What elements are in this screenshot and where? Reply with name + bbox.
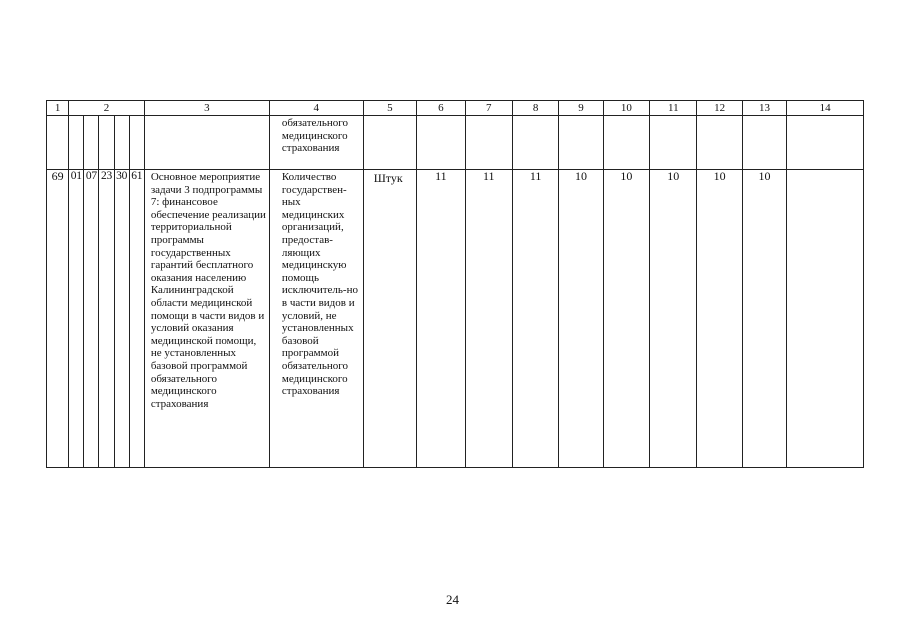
cell-empty <box>69 116 84 170</box>
cell-empty <box>47 116 69 170</box>
unit-cell <box>363 170 416 468</box>
cell-empty <box>144 116 269 170</box>
description-text: Основное мероприятие задачи 3 подпрограммы 7: финансовое обеспечение реализации территориальной программы государственных гарантий бесплатного оказания населению Калининградской области медицинской помощи в части видов и условий оказания медицинской помощи, не установленных базовой программой обязательного медицинского страхования <box>150 171 266 410</box>
unit-text: Штук <box>373 171 403 185</box>
description-cell <box>144 170 269 468</box>
row-number: 69 <box>47 170 69 468</box>
cell-empty <box>512 116 558 170</box>
cell-empty <box>465 116 512 170</box>
cell-empty <box>363 116 416 170</box>
header-col-3: 3 <box>144 101 269 116</box>
indicator-text: Количество государствен-ных медицинских организаций, предостав-ляющих медицинскую помощь исключитель-но в части видов и условий, не установленных базовой программой обязательного медицинского страхования <box>281 171 358 398</box>
header-col-8: 8 <box>512 101 558 116</box>
continuation-row <box>47 116 864 170</box>
cell-empty <box>129 116 144 170</box>
header-col-1: 1 <box>47 101 69 116</box>
cell-empty <box>603 116 649 170</box>
cell-empty <box>559 116 603 170</box>
header-col-12: 12 <box>697 101 742 116</box>
header-col-4: 4 <box>269 101 363 116</box>
cell-empty <box>787 116 864 170</box>
header-col-5: 5 <box>363 101 416 116</box>
value-col-12: 10 <box>697 170 742 468</box>
value-col-9: 10 <box>559 170 603 468</box>
value-col-11: 10 <box>650 170 697 468</box>
cell-empty <box>742 116 786 170</box>
header-col-6: 6 <box>417 101 465 116</box>
cell-empty <box>84 116 99 170</box>
header-col-13: 13 <box>742 101 786 116</box>
indicator-cell <box>269 170 363 468</box>
code-indicator: 61 <box>129 170 144 468</box>
header-col-11: 11 <box>650 101 697 116</box>
code-program: 01 <box>69 170 84 468</box>
cell-empty <box>417 116 465 170</box>
header-col-9: 9 <box>559 101 603 116</box>
indicators-table <box>46 100 864 468</box>
value-col-14 <box>787 170 864 468</box>
value-col-8: 11 <box>512 170 558 468</box>
value-col-13: 10 <box>742 170 786 468</box>
value-col-6: 11 <box>417 170 465 468</box>
cell-empty <box>697 116 742 170</box>
value-col-10: 10 <box>603 170 649 468</box>
value-col-7: 11 <box>465 170 512 468</box>
continuation-indicator-text: обязательного медицинского страхования <box>281 117 349 155</box>
header-col-14: 14 <box>787 101 864 116</box>
cell-empty <box>650 116 697 170</box>
header-col-7: 7 <box>465 101 512 116</box>
code-task: 23 <box>99 170 114 468</box>
table-row-69 <box>47 170 864 468</box>
header-col-10: 10 <box>603 101 649 116</box>
continuation-indicator-cell <box>269 116 363 170</box>
code-event: 30 <box>114 170 129 468</box>
code-subprogram: 07 <box>84 170 99 468</box>
cell-empty <box>114 116 129 170</box>
header-row <box>47 101 864 116</box>
cell-empty <box>99 116 114 170</box>
page-number: 24 <box>446 592 459 607</box>
header-col-2: 2 <box>69 101 145 116</box>
